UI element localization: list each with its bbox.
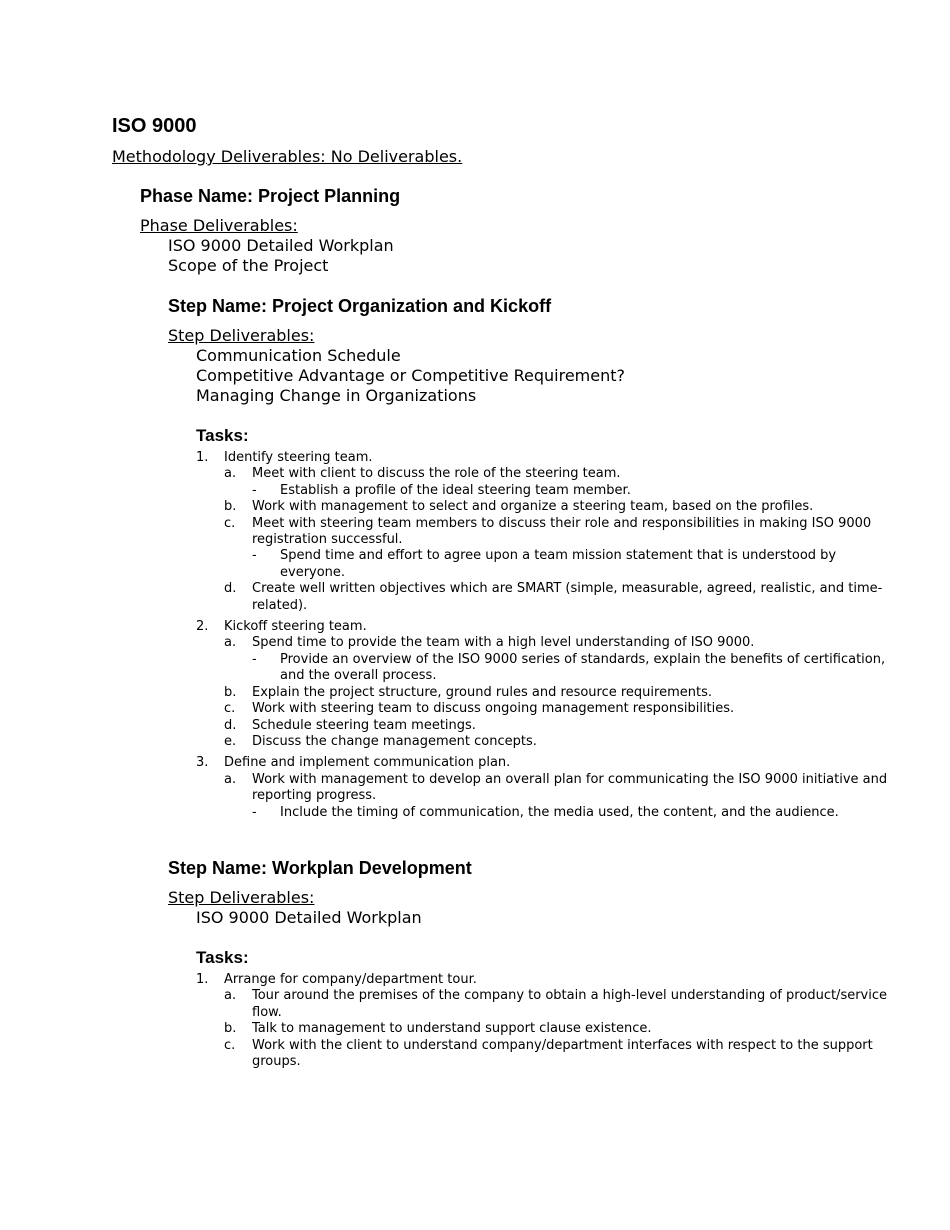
- detail-text: Establish a profile of the ideal steering team member.: [280, 482, 631, 498]
- document-title: ISO 9000: [112, 115, 197, 137]
- methodology-deliverables: Methodology Deliverables: No Deliverables.: [112, 147, 463, 166]
- step-deliverable: Competitive Advantage or Competitive Requirement?: [196, 366, 626, 385]
- step-section-workplan-development: [168, 857, 900, 1070]
- subtask-text: Explain the project structure, ground rules and resource requirements.: [252, 684, 712, 700]
- step-deliverables-label: Step Deliverables:: [168, 326, 315, 345]
- subtask-letter: d.: [224, 581, 237, 597]
- subtask-letter: a.: [224, 635, 237, 651]
- subtask-text: Tour around the premises of the company to obtain a high-level understanding of product/service flow.: [252, 988, 888, 1020]
- tasks-heading: Tasks:: [196, 426, 249, 445]
- subtask-text: Discuss the change management concepts.: [252, 733, 537, 749]
- subtask-list: [224, 466, 900, 614]
- task-text: Identify steering team.: [224, 450, 373, 465]
- subtask-item: [224, 1021, 900, 1037]
- subtask-text: Work with management to develop an overall plan for communicating the ISO 9000 initiative and reporting progress.: [252, 771, 888, 804]
- subtask-list: [224, 635, 900, 750]
- detail-dash: -: [252, 804, 257, 820]
- subtask-item: [224, 499, 900, 515]
- subtask-letter: c.: [224, 1037, 236, 1053]
- subtask-list: [224, 988, 900, 1070]
- subtask-text: Talk to management to understand support clause existence.: [252, 1021, 652, 1037]
- phase-deliverable: Scope of the Project: [168, 256, 329, 275]
- subtask-letter: a.: [224, 466, 237, 482]
- step-deliverables-list: [168, 908, 900, 928]
- phase-deliverables-label: Phase Deliverables:: [140, 216, 298, 235]
- phase-section: [140, 185, 900, 1070]
- subtask-item: [224, 685, 900, 701]
- subtask-letter: b.: [224, 684, 237, 700]
- subtask-item: [224, 581, 900, 614]
- subtask-letter: b.: [224, 1021, 237, 1037]
- step-deliverables-label: Step Deliverables:: [168, 887, 315, 907]
- detail-text: Include the timing of communication, the media used, the content, and the audience.: [280, 804, 839, 820]
- subtask-text: Work with steering team to discuss ongoing management responsibilities.: [252, 701, 735, 717]
- subtask-text: Schedule steering team meetings.: [252, 717, 476, 733]
- task-text: Define and implement communication plan.: [224, 755, 511, 771]
- subtask-text: Meet with client to discuss the role of the steering team.: [252, 466, 621, 482]
- task-list: [168, 450, 900, 821]
- detail-list: [252, 548, 900, 581]
- detail-item: [252, 548, 900, 581]
- step-name: Step Name: Project Organization and Kickoff: [168, 296, 552, 316]
- step-name: Step Name: Workplan Development: [168, 857, 472, 878]
- subtask-list: [224, 772, 900, 821]
- detail-text: Provide an overview of the ISO 9000 series of standards, explain the benefits of certification, and the overall process.: [280, 651, 886, 684]
- subtask-item: [224, 466, 900, 499]
- subtask-text: Create well written objectives which are SMART (simple, measurable, agreed, realistic, and time-related).: [252, 581, 883, 613]
- task-item: [168, 450, 900, 614]
- detail-dash: -: [252, 482, 257, 498]
- subtask-text: Work with management to select and organize a steering team, based on the profiles.: [252, 499, 814, 515]
- step-deliverable: ISO 9000 Detailed Workplan: [196, 907, 422, 927]
- subtask-text: Spend time to provide the team with a high level understanding of ISO 9000.: [252, 635, 755, 651]
- task-number: 1.: [196, 971, 209, 987]
- phase-name: Phase Name: Project Planning: [140, 186, 401, 206]
- subtask-letter: b.: [224, 499, 237, 515]
- phase-deliverable: ISO 9000 Detailed Workplan: [168, 236, 394, 255]
- task-number: 2.: [196, 619, 209, 635]
- detail-item: [252, 652, 900, 685]
- task-number: 1.: [196, 450, 209, 465]
- detail-item: [252, 483, 900, 499]
- subtask-item: [224, 635, 900, 684]
- subtask-item: [224, 734, 900, 750]
- subtask-item: [224, 718, 900, 734]
- subtask-text: Meet with steering team members to discuss their role and responsibilities in making ISO 9000 registration successful.: [252, 515, 872, 548]
- task-item: [168, 619, 900, 750]
- subtask-letter: a.: [224, 771, 237, 787]
- subtask-letter: c.: [224, 701, 236, 717]
- subtask-letter: c.: [224, 515, 236, 531]
- step-deliverables-list: [168, 346, 900, 406]
- task-item: [168, 972, 900, 1070]
- tasks-heading: Tasks:: [196, 947, 249, 967]
- subtask-letter: a.: [224, 988, 237, 1004]
- detail-text: Spend time and effort to agree upon a team mission statement that is understood by everyone.: [280, 548, 837, 580]
- task-text: Kickoff steering team.: [224, 619, 367, 635]
- subtask-letter: e.: [224, 733, 237, 749]
- task-item: [168, 755, 900, 821]
- subtask-text: Work with the client to understand company/department interfaces with respect to the support groups.: [252, 1037, 873, 1069]
- task-number: 3.: [196, 755, 209, 771]
- detail-dash: -: [252, 548, 257, 564]
- step-deliverable: Communication Schedule: [196, 346, 401, 365]
- step-deliverable: Managing Change in Organizations: [196, 386, 477, 405]
- detail-list: [252, 483, 900, 499]
- task-text: Arrange for company/department tour.: [224, 971, 477, 987]
- detail-list: [252, 805, 900, 821]
- phase-deliverables-list: [140, 236, 900, 276]
- subtask-item: [224, 701, 900, 717]
- step-section-project-organization: [168, 295, 900, 821]
- detail-item: [252, 805, 900, 821]
- subtask-item: [224, 516, 900, 582]
- subtask-item: [224, 772, 900, 821]
- detail-list: [252, 652, 900, 685]
- subtask-item: [224, 988, 900, 1021]
- subtask-letter: d.: [224, 717, 237, 733]
- subtask-item: [224, 1038, 900, 1071]
- detail-dash: -: [252, 651, 257, 667]
- task-list: [168, 972, 900, 1070]
